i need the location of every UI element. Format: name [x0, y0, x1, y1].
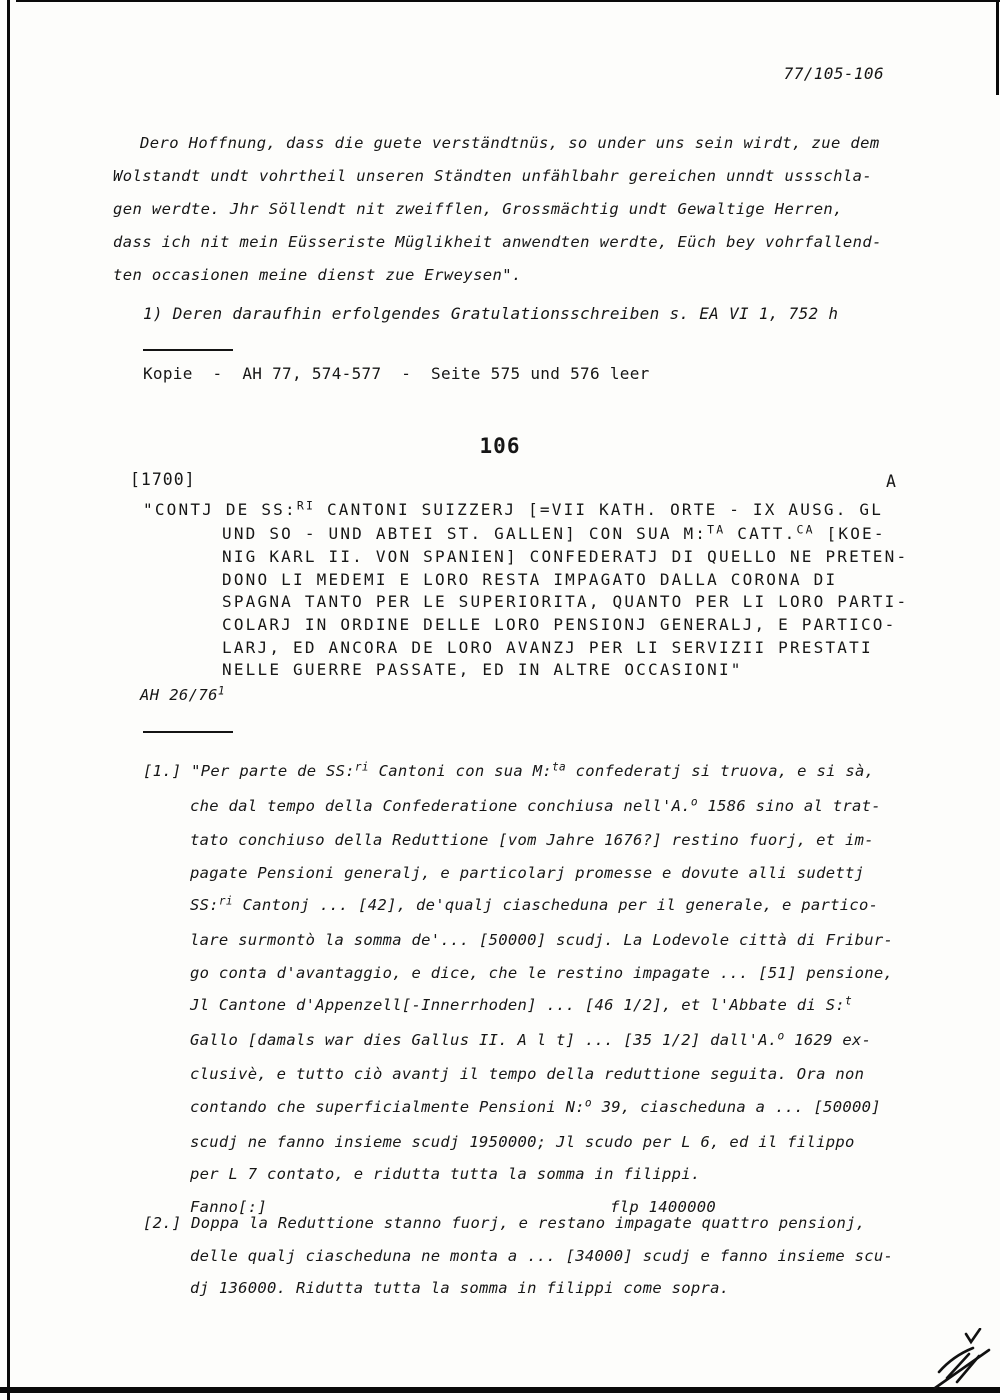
text-segment: confederatj si truova, e si sà, — [566, 762, 875, 780]
text-segment: "CONTJ DE SS: — [143, 500, 297, 519]
opening-quote-paragraph — [113, 127, 903, 292]
superscript: RI — [296, 498, 316, 513]
year-label: [1700] — [130, 470, 196, 489]
text-line — [143, 1272, 933, 1305]
text-line — [143, 889, 933, 924]
text-line — [143, 1091, 933, 1126]
text-segment: contando che superficialmente Pensioni N: — [190, 1097, 585, 1116]
text-segment: SS: — [190, 896, 219, 915]
text-line — [143, 790, 933, 825]
footnote-line: 1) Deren daraufhin erfolgendes Gratulationsschreiben s. EA VI 1, 752 h — [143, 304, 839, 323]
body-paragraph-1 — [143, 755, 933, 1223]
text-line — [113, 193, 903, 226]
text-segment: flp 1400000 — [610, 1197, 717, 1216]
text-segment: NIG KARL II. VON SPANIEN] CONFEDERATJ DI QUELLO NE PRETEN- — [222, 547, 909, 567]
separator-rule — [143, 349, 233, 351]
text-segment: per L 7 contato, e ridutta tutta la somma in filippi. — [190, 1165, 701, 1184]
text-line — [113, 226, 903, 259]
superscript: CA — [796, 522, 815, 537]
text-line — [140, 686, 225, 704]
text-segment: delle qualj ciascheduna ne monta a ... [34000] scudj e fanno insieme scu- — [190, 1246, 894, 1265]
text-line — [143, 591, 943, 614]
text-segment: clusivè, e tutto ciò avantj il tempo della reduttione seguita. Ora non — [190, 1065, 865, 1084]
text-line — [143, 1158, 933, 1191]
text-line — [143, 1058, 933, 1091]
text-segment: 39, ciascheduna a ... [50000] — [591, 1097, 881, 1116]
text-segment: [2.] Doppa la Reduttione stanno fuorj, e restano impagate quattro pensionj, — [143, 1214, 866, 1232]
text-line — [143, 523, 943, 547]
text-line — [143, 499, 943, 523]
text-segment: LARJ, ED ANCORA DE LORO AVANZJ PER LI SERVIZII PRESTATI — [222, 637, 873, 657]
text-segment: CANTONI SUIZZERJ [=VII KATH. ORTE - IX AUSG. GL — [315, 500, 884, 519]
text-segment: gen werdte. Jhr Söllendt nit zweifflen, Grossmächtig undt Gewaltige Herren, — [113, 200, 843, 218]
text-segment: Cantoni con sua M: — [368, 762, 552, 780]
text-segment: 1586 sino al trat- — [697, 796, 881, 815]
superscript: o — [777, 1029, 785, 1043]
text-line — [143, 957, 933, 990]
page-reference: 77/105-106 — [783, 64, 884, 83]
text-line — [143, 659, 943, 682]
text-segment: pagate Pensioni generalj, e particolarj promesse e dovute alli sudettj — [190, 863, 865, 882]
superscript: ta — [551, 760, 567, 774]
text-segment: dj 136000. Ridutta tutta la somma in filippi come sopra. — [190, 1279, 730, 1298]
text-segment: Jl Cantone d'Appenzell[-Innerrhoden] ... [46 1/2], et l'Abbate di S: — [190, 996, 845, 1015]
handwritten-check-mark-icon — [933, 1328, 993, 1392]
scan-edge-top — [16, 0, 1000, 2]
text-segment: Dero Hoffnung, dass die guete verständtnüs, so under uns sein wirdt, zue dem — [140, 134, 880, 152]
kopie-source-line: Kopie - AH 77, 574-577 - Seite 575 und 576 leer — [143, 364, 650, 383]
superscript: 1 — [217, 684, 225, 698]
text-segment: COLARJ IN ORDINE DELLE LORO PENSIONJ GENERALJ, E PARTICO- — [222, 614, 897, 634]
superscript: t — [844, 994, 852, 1008]
text-segment: scudj ne fanno insieme scudj 1950000; Jl scudo per L 6, ed il filippo — [190, 1132, 855, 1151]
text-segment: NELLE GUERRE PASSATE, ED IN ALTRE OCCASIONI" — [222, 660, 743, 680]
text-segment: [1.] "Per parte de SS: — [143, 762, 355, 780]
text-segment: ten occasionen meine dienst zue Erweysen". — [113, 266, 522, 284]
superscript: o — [584, 1096, 592, 1110]
text-line — [143, 1207, 933, 1240]
text-segment: CATT. — [725, 523, 797, 543]
text-segment: Wolstandt undt vohrtheil unseren Ständten unfählbahr gereichen unndt ussschla- — [113, 167, 873, 185]
text-segment: [KOE- — [814, 523, 886, 543]
text-line — [143, 546, 943, 569]
text-segment: Gallo [damals war dies Gallus II. A l t] ... [35 1/2] dall'A. — [190, 1030, 778, 1049]
superscript: o — [690, 795, 698, 809]
superscript: ri — [354, 760, 369, 774]
text-line — [143, 1024, 933, 1059]
text-line — [113, 127, 903, 160]
text-line — [143, 1126, 933, 1159]
text-line — [143, 755, 933, 790]
scan-edge-bottom — [0, 1387, 1000, 1393]
text-line — [143, 614, 943, 637]
text-segment: 1629 ex- — [784, 1030, 872, 1049]
superscript: ri — [218, 895, 233, 909]
text-segment: tato conchiuso della Reduttione [vom Jahre 1676?] restino fuorj, et im- — [190, 831, 874, 850]
body-paragraph-2 — [143, 1207, 933, 1305]
text-segment: go conta d'avantaggio, e dice, che le restino impagate ... [51] pensione, — [190, 963, 894, 982]
text-segment: dass ich nit mein Eüsseriste Müglikheit anwendten werdte, Eüch bey vohrfallend- — [113, 233, 882, 251]
document-title-block — [143, 499, 943, 682]
text-line — [143, 989, 933, 1024]
text-segment: SPAGNA TANTO PER LE SUPERIORITA, QUANTO PER LI LORO PARTI- — [222, 592, 909, 612]
text-line — [143, 857, 933, 890]
scan-edge-left — [7, 0, 10, 1400]
superscript: TA — [707, 522, 726, 537]
scan-edge-right — [996, 0, 999, 95]
marginal-letter: A — [886, 472, 896, 491]
separator-rule — [143, 731, 233, 733]
document-number-heading: 106 — [479, 434, 521, 458]
text-line — [143, 824, 933, 857]
text-segment: DONO LI MEDEMI E LORO RESTA IMPAGATO DALLA CORONA DI — [222, 569, 838, 589]
text-line — [143, 569, 943, 592]
text-line — [143, 637, 943, 660]
text-line — [143, 1240, 933, 1273]
archive-reference — [140, 686, 225, 704]
text-segment: Cantonj ... [42], de'qualj ciascheduna per il generale, e partico- — [232, 896, 879, 915]
text-segment: UND SO - UND ABTEI ST. GALLEN] CON SUA M: — [222, 523, 708, 543]
text-segment: che dal tempo della Confederatione conchiusa nell'A. — [190, 796, 691, 815]
text-segment: lare surmontò la somma de'... [50000] scudj. La Lodevole città di Fribur- — [190, 930, 894, 949]
text-line — [113, 160, 903, 193]
text-line — [113, 259, 903, 292]
text-segment: AH 26/76 — [140, 686, 218, 704]
text-segment: Fanno[:] — [190, 1197, 268, 1216]
text-line — [143, 924, 933, 957]
